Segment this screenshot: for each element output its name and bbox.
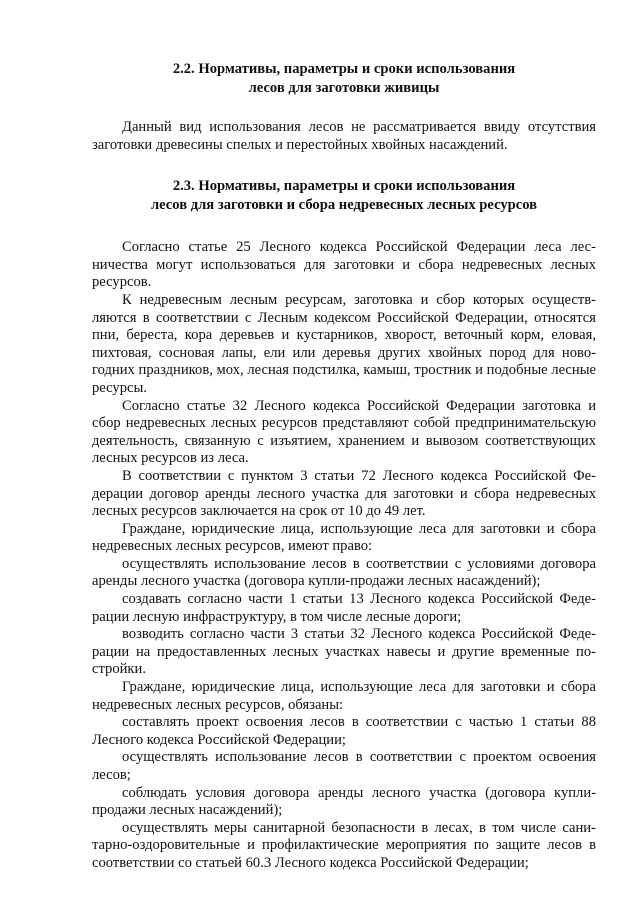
section-2-2-heading-line-2: лесов для заготовки живицы xyxy=(248,80,440,96)
paragraph: создавать согласно части 1 статьи 13 Лесного кодекса Российской Федерации лесную инфраструктуру, в том числе лесные дороги; xyxy=(92,591,596,625)
paragraph: Согласно статье 32 Лесного кодекса Российской Федерации заготовка и сбор недревесных лесных ресурсов представляют собой предпринимательскую деятельность, связанную с изъятием, хранением и вывозом соответствующих лесных ресурсов из леса. xyxy=(92,397,596,467)
section-2-3-heading xyxy=(92,177,596,215)
paragraph: К недревесным лесным ресурсам, заготовка и сбор которых осуществляются в соответствии с Лесным кодексом Российской Федерации, относятся пни, береста, кора деревьев и кустарников, хворост, веточный корм, еловая, пихтовая, сосновая лапы, ели или деревья других хвойных пород для новогодних праздников, мох, лесная подстилка, камыш, тростник и подобные лесные ресурсы. xyxy=(92,291,596,396)
paragraph: соблюдать условия договора аренды лесного участка (договора купли-продажи лесных насаждений); xyxy=(92,784,596,819)
document-page xyxy=(92,60,596,873)
paragraph: Граждане, юридические лица, использующие леса для заготовки и сбора недревесных лесных ресурсов, имеют право: xyxy=(92,520,596,555)
section-2-3-heading-line-2: лесов для заготовки и сбора недревесных лесных ресурсов xyxy=(150,197,538,214)
paragraph: осуществлять меры санитарной безопасности в лесах, в том числе санитарно-оздоровительные и профилактические мероприятия по защите лесов в соответствии со статьей 60.3 Лесного кодекса Российской Федерации; xyxy=(92,819,596,871)
paragraph: составлять проект освоения лесов в соответствии с частью 1 статьи 88 Лесного кодекса Российской Федерации; xyxy=(92,714,596,748)
section-2-3-heading-line-1: 2.3. Нормативы, параметры и сроки использования xyxy=(172,178,516,195)
spacer xyxy=(92,215,596,239)
paragraph: В соответствии с пунктом 3 статьи 72 Лесного кодекса Российской Федерации договор аренды лесного участка для заготовки и сбора недревесных лесных ресурсов заключается на срок от 10 до 49 лет. xyxy=(92,467,596,520)
paragraph: Граждане, юридические лица, использующие леса для заготовки и сбора недревесных лесных ресурсов, обязаны: xyxy=(92,679,596,713)
paragraph: Согласно статье 25 Лесного кодекса Российской Федерации леса лесничества могут использоваться для заготовки и сбора недревесных лесных ресурсов. xyxy=(92,239,596,291)
paragraph: осуществлять использование лесов в соответствии с проектом освоения лесов; xyxy=(92,749,596,783)
section-2-2-heading-line-1: 2.2. Нормативы, параметры и сроки использования xyxy=(172,61,516,77)
section-2-2-heading xyxy=(92,60,596,98)
spacer xyxy=(92,154,596,177)
spacer xyxy=(92,98,596,119)
section-2-2-paragraph: Данный вид использования лесов не рассматривается ввиду отсутствия заготовки древесины спелых и перестойных хвойных насаждений. xyxy=(92,119,596,153)
paragraph: осуществлять использование лесов в соответствии с условиями договора аренды лесного участка (договора купли-продажи лесных насаждений); xyxy=(92,555,596,590)
paragraph: возводить согласно части 3 статьи 32 Лесного кодекса Российской Федерации на предоставленных лесных участках навесы и другие временные постройки. xyxy=(92,626,596,678)
